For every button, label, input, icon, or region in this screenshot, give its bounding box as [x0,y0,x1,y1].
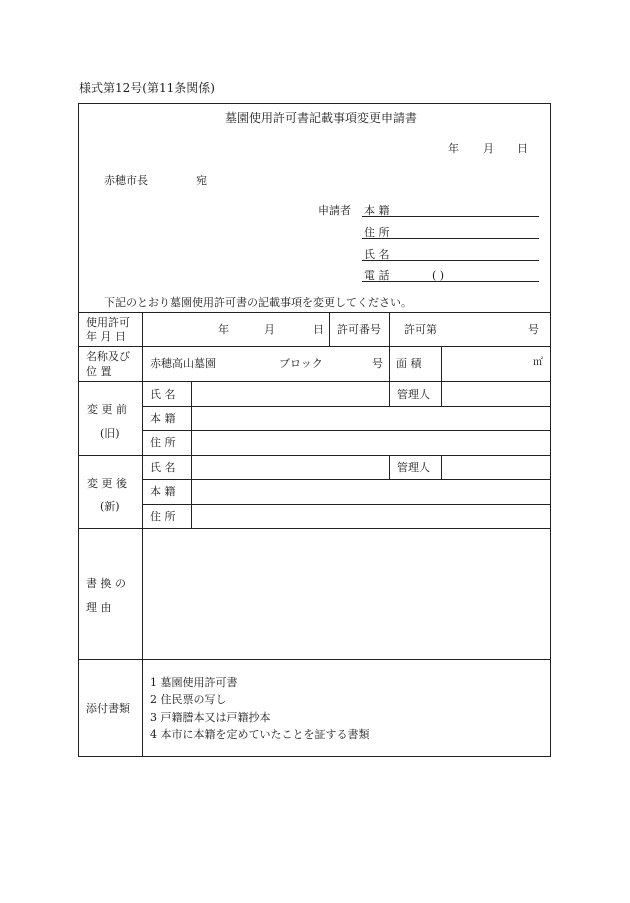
table-rule [78,659,551,660]
table-rule-vertical [389,312,390,346]
permit-number-suffix: 号 [528,323,539,336]
table-rule-vertical [191,381,192,528]
attachment-item: 3 戸籍謄本又は戸籍抄本 [150,711,271,724]
permit-day: 日 [313,323,324,336]
before-kanrinin-label: 管理人 [397,388,430,401]
table-rule-vertical [441,346,442,381]
table-rule-vertical [142,312,143,757]
table-rule-vertical [329,312,330,346]
location-label-1: 名称及び [86,350,130,363]
before-sublabel: (旧) [100,427,120,440]
block-number-suffix: 号 [372,357,383,370]
permit-number-prefix: 許可第 [404,323,437,336]
date-day: 日 [517,142,528,155]
permit-year: 年 [218,323,229,336]
table-rule [78,528,551,529]
attachment-item: 2 住民票の写し [150,693,227,706]
reason-label-2: 理 由 [86,601,112,614]
before-jusho-label: 住 所 [150,436,176,449]
after-honseki-label: 本 籍 [150,485,176,498]
applicant-shimei-line [362,260,539,261]
table-rule [78,455,551,456]
form-number: 様式第12号(第11条関係) [79,81,215,95]
intro-text: 下記のとおり墓園使用許可書の記載事項を変更してください。 [104,296,412,309]
form-title: 墓園使用許可書記載事項変更申請書 [225,111,418,125]
attachment-item: 1 墓園使用許可書 [150,676,238,689]
attachments-label: 添付書類 [86,702,130,715]
applicant-denwa-label: 電 話 [364,269,390,282]
permit-date-label-1: 使用許可 [86,316,130,329]
date-year: 年 [448,142,459,155]
table-rule [78,312,551,313]
before-honseki-label: 本 籍 [150,412,176,425]
location-label-2: 位 置 [86,365,112,378]
table-rule-vertical [389,346,390,381]
after-sublabel: (新) [100,500,120,513]
after-shimei-label: 氏 名 [150,461,176,474]
permit-number-label: 許可番号 [337,323,381,336]
table-rule-vertical [441,455,442,479]
applicant-honseki-label: 本 籍 [364,204,390,217]
addressee-suffix: 宛 [196,174,207,187]
table-rule-vertical [389,381,390,406]
cemetery-name: 赤穂高山墓園 [150,357,216,370]
applicant-denwa-line [362,281,539,282]
before-shimei-label: 氏 名 [150,388,176,401]
after-kanrinin-label: 管理人 [397,461,430,474]
table-rule [142,430,551,431]
table-rule-vertical [389,455,390,479]
area-unit: ㎡ [533,357,543,368]
area-label: 面 積 [396,357,422,370]
table-rule [78,346,551,347]
permit-month: 月 [264,323,275,336]
table-rule-vertical [441,381,442,406]
table-rule [142,479,551,480]
table-rule [142,504,551,505]
permit-date-label-2: 年 月 日 [86,330,126,343]
applicant-honseki-line [362,216,539,217]
table-rule [78,381,551,382]
date-month: 月 [483,142,494,155]
reason-label-1: 書 換 の [86,577,126,590]
applicant-shimei-label: 氏 名 [364,248,390,261]
applicant-denwa-paren: ( ) [432,269,445,282]
addressee-name: 赤穂市長 [104,174,148,187]
attachment-item: 4 本市に本籍を定めていたことを証する書類 [150,728,370,741]
after-jusho-label: 住 所 [150,510,176,523]
block-label: ブロック [279,357,323,370]
before-label: 変 更 前 [87,403,127,416]
table-rule [142,406,551,407]
applicant-jusho-label: 住 所 [364,226,390,239]
applicant-label: 申請者 [318,204,351,217]
applicant-jusho-line [362,238,539,239]
after-label: 変 更 後 [87,477,127,490]
